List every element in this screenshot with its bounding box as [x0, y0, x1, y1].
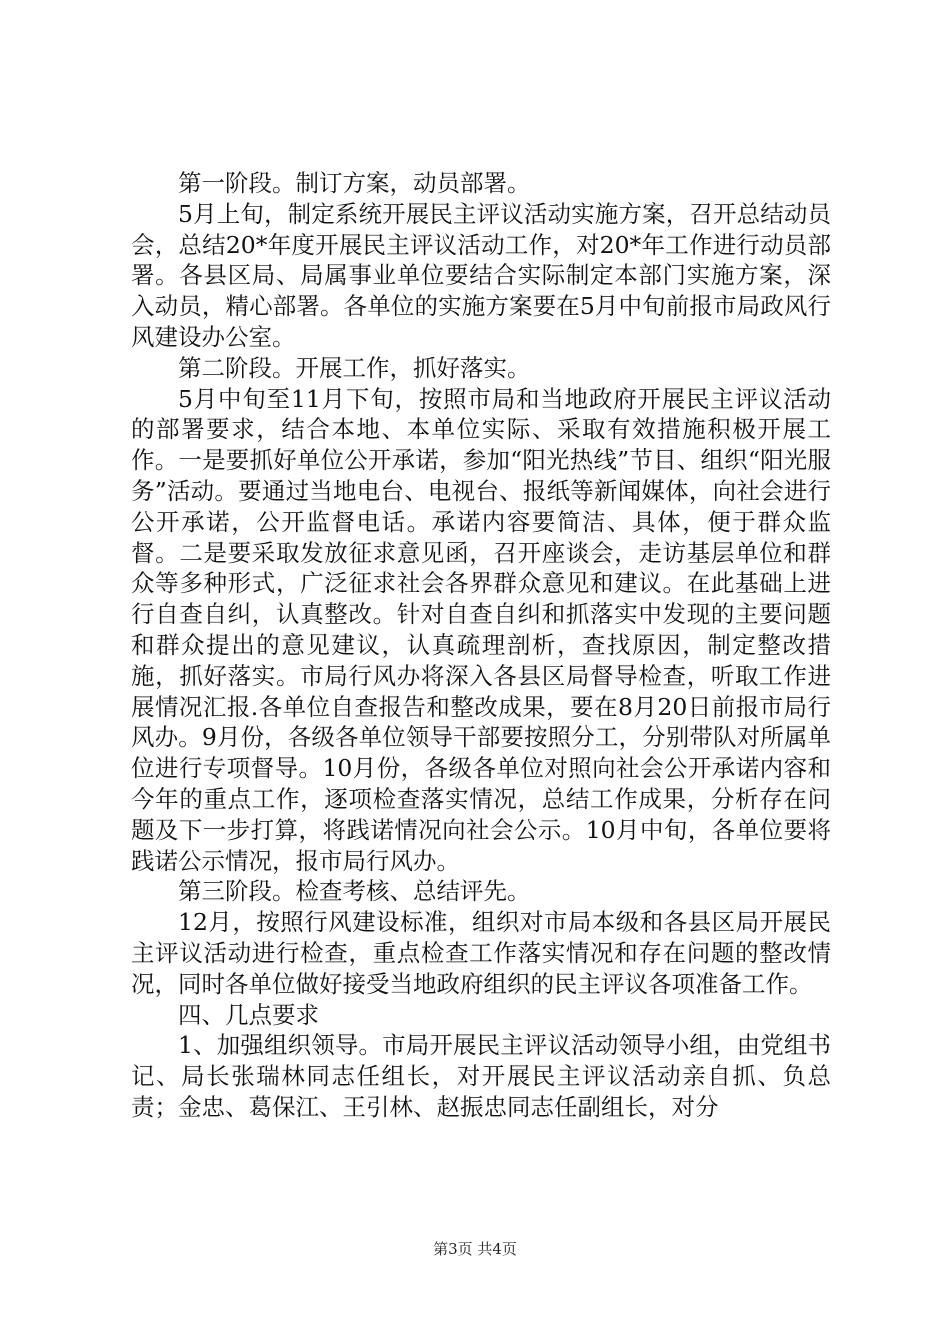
paragraph-stage-one-body: 5月上旬，制定系统开展民主评议活动实施方案，召开总结动员会，总结20*年度开展民主评议活动工作，对20*年工作进行动员部署。各县区局、局属事业单位要结合实际制定本部门实施方案，深入动员，精心部署。各单位的实施方案要在5月中旬前报市局政风行风建设办公室。 — [131, 199, 831, 351]
paragraph-stage-one-heading: 第一阶段。制订方案，动员部署。 — [178, 169, 531, 197]
document-body — [131, 168, 831, 1123]
paragraph-stage-two-body: 5月中旬至11月下旬，按照市局和当地政府开展民主评议活动的部署要求，结合本地、本单位实际、采取有效措施积极开展工作。一是要抓好单位公开承诺，参加“阳光热线”节目、组织“阳光服务”活动。要通过当地电台、电视台、报纸等新闻媒体，向社会进行公开承诺，公开监督电话。承诺内容要简洁、具体，便于群众监督。二是要采取发放征求意见函，召开座谈会，走访基层单位和群众等多种形式，广泛征求社会各界群众意见和建议。在此基础上进行自查自纠，认真整改。针对自查自纠和抓落实中发现的主要问题和群众提出的意见建议，认真疏理剖析，查找原因，制定整改措施，抓好落实。市局行风办将深入各县区局督导检查，听取工作进展情况汇报.各单位自查报告和整改成果，要在8月20日前报市局行风办。9月份，各级各单位领导干部要按照分工，分别带队对所属单位进行专项督导。10月份，各级各单位对照向社会公开承诺内容和今年的重点工作，逐项检查落实情况，总结工作成果，分析存在问题及下一步打算，将践诺情况向社会公示。10月中旬，各单位要将践诺公示情况，报市局行风办。 — [131, 384, 831, 875]
section-heading-requirements: 四、几点要求 — [178, 1000, 319, 1029]
page-footer: 第3页 共4页 — [433, 1240, 517, 1258]
paragraph-stage-two-heading: 第二阶段。开展工作，抓好落实。 — [178, 353, 531, 382]
paragraph-stage-three-body: 12月，按照行风建设标准，组织对市局本级和各县区局开展民主评议活动进行检查，重点检查工作落实情况和存在问题的整改情况，同时各单位做好接受当地政府组织的民主评议各项准备工作。 — [131, 908, 831, 998]
paragraph-stage-three-heading: 第三阶段。检查考核、总结评先。 — [178, 877, 531, 906]
paragraph-requirement-one: 1、加强组织领导。市局开展民主评议活动领导小组，由党组书记、局长张瑞林同志任组长，对开展民主评议活动亲自抓、负总责；金忠、葛保江、王引林、赵振忠同志任副组长，对分 — [131, 1031, 831, 1121]
